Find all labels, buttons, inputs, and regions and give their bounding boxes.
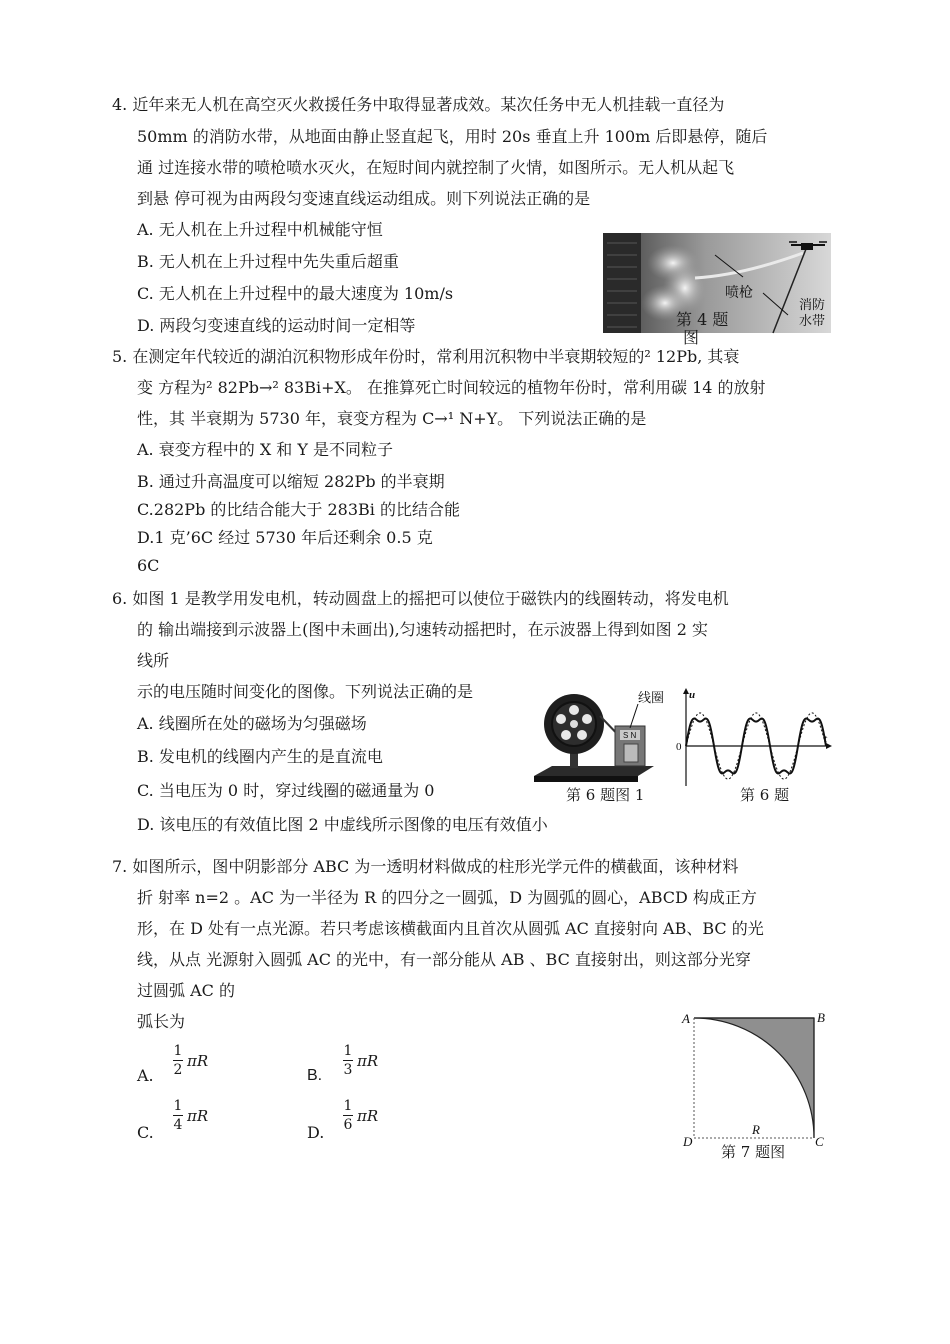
q7-option-b-letter: B. [307, 1067, 323, 1084]
q4-line-1: 4. 近年来无人机在高空灭火救援任务中取得显著成效。某次任务中无人机挂载一直径为 [112, 95, 725, 114]
axis-t-label: t [824, 733, 828, 745]
q6-label-coil: 线圈 [638, 690, 665, 705]
svg-text:S N: S N [623, 731, 637, 740]
q7-line-6: 弧长为 [137, 1012, 186, 1031]
point-b-label: B [817, 1010, 825, 1025]
point-c-label: C [815, 1134, 824, 1149]
radius-r-label: R [752, 1122, 760, 1137]
q6-figure-waveform [670, 686, 834, 790]
q6-option-a: A. 线圈所在处的磁场为匀强磁场 [137, 714, 367, 733]
q4-line-2: 50mm 的消防水带，从地面由静止竖直起飞，用时 20s 垂直上升 100m 后即悬停，随后 [137, 127, 768, 146]
quarter-circle-diagram [680, 1008, 840, 1148]
q5-option-d: D.1 克’6C 经过 5730 年后还剩余 0.5 克 [137, 528, 433, 547]
q7-option-c-letter: C. [137, 1123, 154, 1142]
q7-option-c-tail: πR [187, 1107, 209, 1125]
axis-origin-label: 0 [676, 741, 682, 753]
q7-option-d-fraction: 1 6 [343, 1098, 353, 1133]
q4-label-nozzle: 喷枪 [725, 286, 753, 301]
q4-label-hose-1: 消防 [799, 297, 826, 312]
axis-u-label: u [689, 689, 696, 701]
q5-line-2: 变 方程为² 82Pb→² 83Bi+X。 在推算死亡时间较远的植物年份时，常利用碳 14 的放射 [137, 378, 766, 397]
q4-figure-caption-2: 图 [683, 328, 700, 347]
q5-option-b: B. 通过升高温度可以缩短 282Pb 的半衰期 [137, 472, 445, 491]
q4-option-a: A. 无人机在上升过程中机械能守恒 [137, 220, 383, 239]
point-a-label: A [682, 1011, 690, 1026]
generator-illustration [530, 686, 670, 790]
q7-line-3: 形，在 D 处有一点光源。若只考虑该横截面内且首次从圆弧 AC 直接射向 AB、BC 的光 [137, 919, 764, 938]
q6-option-b: B. 发电机的线圈内产生的是直流电 [137, 747, 383, 766]
q6-figure2-caption: 第 6 题 [740, 786, 790, 804]
q6-line-2: 的 输出端接到示波器上(图中未画出),匀速转动摇把时，在示波器上得到如图 2 实 [137, 620, 709, 639]
q5-option-c: C.282Pb 的比结合能大于 283Bi 的比结合能 [137, 500, 460, 519]
q4-line-4: 到悬 停可视为由两段匀变速直线运动组成。则下列说法正确的是 [137, 189, 591, 208]
q4-line-3: 通 过连接水带的喷枪喷水灭火，在短时间内就控制了火情，如图所示。无人机从起飞 [137, 158, 735, 177]
q7-option-a-fraction: 1 2 [173, 1043, 183, 1078]
q7-figure-caption: 第 7 题图 [721, 1143, 786, 1161]
q7-option-b-tail: πR [357, 1052, 379, 1070]
q5-option-d-cont: 6C [137, 556, 160, 575]
q7-option-c-fraction: 1 4 [173, 1098, 183, 1133]
q7-line-2: 折 射率 n=2 。AC 为一半径为 R 的四分之一圆弧，D 为圆弧的圆心，ABCD 构成正方 [137, 888, 757, 907]
q7-line-1: 7. 如图所示，图中阴影部分 ABC 为一透明材料做成的柱形光学元件的横截面，该种材料 [112, 857, 739, 876]
q7-option-a-tail: πR [187, 1052, 209, 1070]
q7-option-d-tail: πR [357, 1107, 379, 1125]
q6-figure-generator [530, 686, 670, 790]
q4-figure-caption: 第 4 题 [676, 310, 729, 329]
voltage-time-graph [670, 686, 834, 790]
q4-option-d: D. 两段匀变速直线的运动时间一定相等 [137, 316, 416, 335]
q6-line-4: 示的电压随时间变化的图像。下列说法正确的是 [137, 682, 474, 701]
q4-option-b: B. 无人机在上升过程中先失重后超重 [137, 252, 399, 271]
q6-option-d: D. 该电压的有效值比图 2 中虚线所示图像的电压有效值小 [137, 815, 548, 834]
shaded-region-abc [694, 1018, 814, 1138]
q5-line-3: 性，其 半衰期为 5730 年，衰变方程为 C→¹ N+Y。 下列说法正确的是 [137, 409, 647, 428]
q6-figure1-caption: 第 6 题图 1 [566, 786, 645, 804]
q5-line-1: 5. 在测定年代较近的湖泊沉积物形成年份时，常利用沉积物中半衰期较短的² 12Pb, 其衰 [112, 347, 740, 366]
q4-option-c: C. 无人机在上升过程中的最大速度为 10m/s [137, 284, 454, 303]
q7-option-d-letter: D. [307, 1123, 325, 1142]
q6-option-c: C. 当电压为 0 时，穿过线圈的磁通量为 0 [137, 781, 435, 800]
q7-line-4: 线，从点 光源射入圆弧 AC 的光中，有一部分能从 AB 、BC 直接射出，则这部分光穿 [137, 950, 751, 969]
point-d-label: D [683, 1134, 693, 1149]
q6-line-1: 6. 如图 1 是教学用发电机，转动圆盘上的摇把可以使位于磁铁内的线圈转动，将发电机 [112, 589, 729, 608]
q7-figure-optical-element [680, 1008, 840, 1148]
q4-label-hose-2: 水带 [799, 313, 826, 328]
q7-line-5: 过圆弧 AC 的 [137, 981, 235, 1000]
q7-option-a-letter: A. [137, 1066, 154, 1085]
q5-option-a: A. 衰变方程中的 X 和 Y 是不同粒子 [137, 440, 394, 459]
q7-option-b-fraction: 1 3 [343, 1043, 353, 1078]
q6-line-3: 线所 [137, 651, 170, 670]
